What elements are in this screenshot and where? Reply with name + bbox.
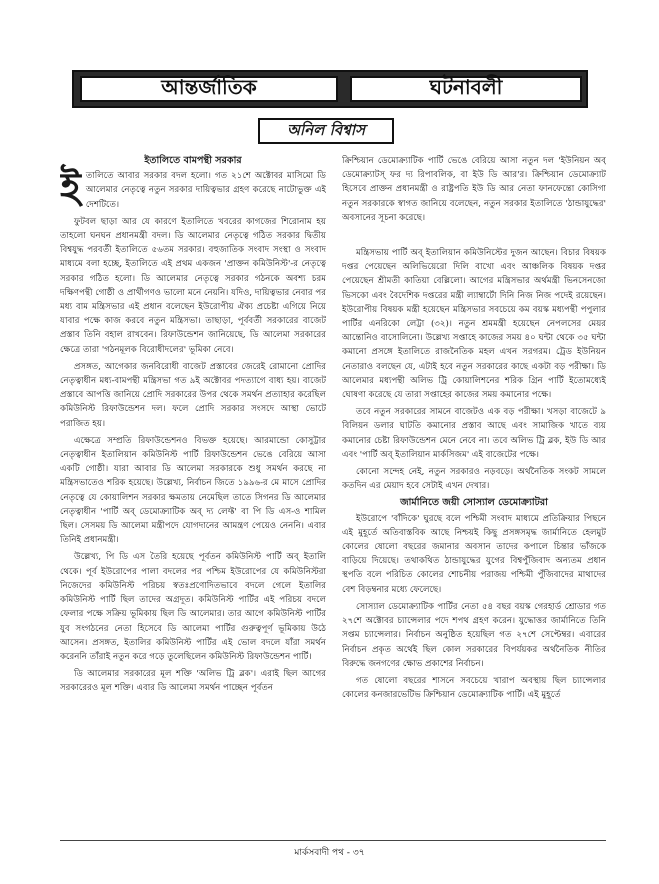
article-paragraph: ক্রিশ্চিয়ান ডেমোক্র্যাটিক পার্টি ভেঙে বেরিয়ে আসা নতুন দল 'ইউনিয়ন অব্ ডেমোক্র্যাটস্ ফর দ্য রিপাবলিক, বা ইউ ডি আর'র। ক্রিশ্চিয়ান ডেমোক্র্যাট হিসেবে প্রাক্তন প্রধানমন্ত্রী ও রাষ্ট্রপতি ইউ ডি আর নেতা ফানফেন্তো কোসিগা নতুন সরকারকে স্বাগত জানিয়ে বলেছেন, নতুন সরকার ইতালিতে 'ঠান্ডাযুদ্ধের' অবসানের সূচনা করেছে।	[342, 156, 606, 223]
author-byline: অনিল বিশ্বাস	[258, 118, 394, 144]
article-paragraph: কোনো সন্দেহ নেই, নতুন সরকারও নড়বড়ে। অর্থনৈতিক সংকট সামলে কতদিন এর মেয়াদ হবে সেটাই এখন দেখার।	[342, 467, 606, 492]
article-paragraph: ডি আলেমার সরকারের মূল শক্তি 'অলিভ ট্রি ব্লক'। এরাই ছিল আগের সরকারেরও মূল শক্তি। এবার ডি আলেমা সমর্থন পাচ্ছেন পূর্বতন	[60, 669, 326, 694]
banner-international-label: আন্তর্জাতিক	[80, 76, 338, 102]
article-paragraph: প্রসঙ্গত, আগেকার জনবিরোধী বাজেট প্রস্তাবের জেরেই রোমানো প্রোদির নেতৃত্বাধীন মধ্য-বামপন্থী মন্ত্রিসভা গত ৯ই অক্টোবর পদত্যাগে বাধ্য হয়। বাজেট প্রস্তাবে আপত্তি জানিয়ে প্রোদি সরকারের উপর থেকে সমর্থন প্রত্যাহার করেছিল কমিউনিস্ট রিফাউন্ডেশন দল। ফলে প্রোদি সরকার সংসদে আস্থা ভোটে পরাজিত হয়।	[60, 361, 326, 429]
paragraph-gap	[342, 228, 606, 246]
article-paragraph	[60, 165, 326, 212]
drop-cap: ই	[60, 165, 81, 212]
article-paragraph: মন্ত্রিসভায় পার্টি অব্ ইতালিয়ান কমিউনিস্টের দুজন আছেন। বিচার বিষয়ক দপ্তর পেয়েছেন অলিভিয়েরো দিলি বাখো এবং আঞ্চলিক বিষয়ক দপ্তর পেয়েছেন শ্রীমতী কাতিয়া বেল্লিলো। আগের মন্ত্রিসভার অর্থমন্ত্রী ভিনসেনজো ভিসকো এবং বৈদেশিক দপ্তরের মন্ত্রী ল্যাম্বার্টো দিনি নিজ নিজ পদেই রয়েছেন। ইউরোপীয় বিষয়ক মন্ত্রী হয়েছেন মন্ত্রিসভার সবচেয়ে কম বয়স্ক মধ্যপন্থী পপুলার পার্টির এনরিকো লেট্টা (৩২)। নতুন শ্রমমন্ত্রী হয়েছেন নেপলসের মেয়র আন্তোনিও বাসোলিনো। উল্লেখ্য সপ্তাহে কাজের সময় ৪০ ঘন্টা থেকে ৩৫ ঘন্টা কমানো প্রসঙ্গে ইতালিতে রাজনৈতিক মহল এখন সরগরম। ট্রেড ইউনিয়ন নেতারাও বলছেন যে, এটাই হবে নতুন সরকারের কাছে একটা বড় পরীক্ষা। ডি আলেমার মধ্যপন্থী অলিভ ট্রি কোয়ালিশনের শরিক গ্রিন পার্টি ইতোমধ্যেই ঘোষণা করেছে যে তারা সপ্তাহের কাজের সময় কমানোর পক্ষে।	[342, 248, 606, 401]
left-column	[60, 154, 326, 830]
section-banner	[72, 70, 588, 108]
page-footer: মার্কসবাদী পথ - ৩৭	[294, 848, 365, 858]
article-paragraph: এক্ষেত্রে সম্প্রতি রিফাউন্ডেশনও বিভক্ত হয়েছে। আরমান্ডো কোসুট্টার নেতৃত্বাধীন ইতালিয়ান কমিউনিস্ট পার্টি রিফাউন্ডেশন ভেঙে বেরিয়ে আসা একটি গোষ্ঠী। যারা আবার ডি আলেমা সরকারকে শুধু সমর্থন করছে না মন্ত্রিসভাতেও শরিক হয়েছে। উল্লেখ্য, নির্বাচন জিতে ১৯৯৬-র মে মাসে প্রোদির নেতৃত্বে যে কোয়ালিশন সরকার ক্ষমতায় নেমেছিল তাতে সিগনর ডি আলেমার নেতৃত্বাধীন 'পার্টি অব্ ডেমোক্র্যাটিক অব্ দ্য লেফ্ট' বা পি ডি এস-ও শামিল ছিল। সেসময় ডি আলেমা মন্ত্রীপদে যোগদানের আমন্ত্রণ পেয়েও নেননি। এবার তিনিই প্রধানমন্ত্রী।	[60, 435, 326, 546]
germany-section-heading: জার্মানিতে জয়ী সোস্যাল ডেমোক্র্যাটরা	[400, 497, 548, 509]
article-paragraph: উল্লেখ্য, পি ডি এস তৈরি হয়েছে পূর্বতন কমিউনিস্ট পার্টি অব্ ইতালি থেকে। পূর্ব ইউরোপের পালা বদলের পর পশ্চিম ইউরোপের যে কমিউনিস্টরা নিজেদের কমিউনিস্ট পরিচয় স্বতঃপ্রণোদিতভাবে বদলে গেলে ইতালির কমিউনিস্ট পার্টি ছিল তাদের অগ্রদূত। কমিউনিস্ট পার্টির এই পরিচয় বদলে ফেলার পক্ষে সক্রিয় ভূমিকায় ছিল ডি আলেমার। তার আগে কমিউনিস্ট পার্টির যুব সংগঠনের নেতা হিসেবে ডি আলেমা পার্টির গুরুত্বপূর্ণ ভূমিকায় উঠে আসেন। প্রসঙ্গত, ইতালির কমিউনিস্ট পার্টির এই ভোল বদলে যাঁরা সমর্থন করেননি তাঁরাই নতুন করে গড়ে তুলেছিলেন কমিউনিস্ট রিফাউন্ডেশন পার্টি।	[60, 552, 326, 662]
article-paragraph: তবে নতুন সরকারের সামনে বাজেটও এক বড় পরীক্ষা। খসড়া বাজেটে ৯ বিলিয়ন ডলার ঘাটতি কমানোর প্রস্তাব আছে এবং সামাজিক খাতে ব্যয় কমানোর চেষ্টা রিফাউন্ডেশন মেনে নেবে না। তবে অলিভ ট্রি ব্লক, ইউ ডি আর এবং 'পার্টি অব্ ইতালিয়ান মার্কসিজম' এই বাজেটের পক্ষে।	[342, 407, 606, 460]
paragraph-text: তালিতে আবার সরকার বদল হলো। গত ২১শে অক্টোবর মাসিমো ডি আলেমার নেতৃত্বে নতুন সরকার দায়িত্বভার গ্রহণ করেছে নাটোভুক্ত এই দেশটিতে।	[85, 171, 326, 210]
banner-events-label: ঘটনাবলী	[350, 76, 582, 102]
italy-section-heading: ইতালিতে বামপন্থী সরকার	[144, 155, 242, 166]
right-column	[342, 154, 606, 830]
article-paragraph: ইউরোপে 'বাঁদিকে' ঘুরছে বলে পশ্চিমী সংবাদ মাধ্যমে প্রতিক্রিয়ার পিছনে এই মুহূর্তে অতিবাস্তবিক আছে নিশ্চয়ই কিছু প্রসঙ্গসমৃদ্ধ জার্মানিতে হেলমুট কোলের ষোলো বছরের জমানার অবসান তাদের কপালে চিন্তার ভাঁজকে বাড়িয়ে দিয়েছে। তথাকথিত ঠান্ডাযুদ্ধের যুগের বিশ্বপুঁজিবাদ অন্যতম প্রধান স্থপতি বলে পরিচিত কোলের শোচনীয় পরাজয় পশ্চিমী পুঁজিবাদের মাথাদের বেশ বিড়ম্বনার মধ্যে ফেলেছে।	[342, 513, 606, 595]
article-paragraph: সোস্যাল ডেমোক্র্যাটিক পার্টির নেতা ৫৪ বছর বয়স্ক গেরহার্ড শ্রোডার গত ২৭শে অক্টোবর চ্যান্সেলার পদে শপথ গ্রহণ করেন। যুদ্ধোত্তর জার্মানিতে তিনি সপ্তম চ্যান্সেলার। নির্বাচন অনুষ্ঠিত হয়েছিল গত ২৭শে সেপ্টেম্বর। এবারের নির্বাচন প্রকৃত অর্থেই ছিল কোল সরকারের বিপর্যয়কর অর্থনৈতিক নীতির বিরুদ্ধে জনগণের ক্ষোভ প্রকাশের নির্বাচন।	[342, 601, 606, 669]
article-paragraph: ফুটবল ছাড়া আর যে কারণে ইতালিতে খবরের কাগজের শিরোনাম হয় তাহলো ঘনঘন প্রধানমন্ত্রী বদল। ডি আলেমার নেতৃত্বে গঠিত সরকার দ্বিতীয় বিশ্বযুদ্ধ পরবর্তী ইতালিতে ৫৬তম সরকার। বহুজাতিক সংবাদ সংস্থা ও সংবাদ মাধ্যমে বলা হচ্ছে, ইতালিতে এই প্রথম একজন 'প্রাক্তন কমিউনিস্ট'-র নেতৃত্বে সরকার গঠিত হলো। ডি আলেমার নেতৃত্বে সরকার গঠনকে অবশ্য চরম দক্ষিণপন্থী গোষ্ঠী ও প্রার্থীগণও ভালো মনে নেয়নি। যদিও, দায়িত্বভার নেবার পর মধ্য বাম মন্ত্রিসভার এই প্রধান বলেছেন ইউরোপীয় ঐক্য প্রচেষ্টা এগিয়ে নিয়ে যাবার পক্ষে কাজ করবে নতুন মন্ত্রিসভা। তাছাড়া, পূর্ববর্তী সরকারের বাজেট প্রস্তাব তিনি বহাল রাখবেন। রিফাউন্ডেশন জানিয়েছে, ডি আলেমা সরকারের ক্ষেত্রে তারা 'গঠনমূলক বিরোধীদলের' ভূমিকা নেবে।	[60, 216, 326, 355]
article-paragraph: গত ষোলো বছরের শাসনে সবচেয়ে খারাপ অবস্থায় ছিল চ্যান্সেলার কোলের কনজারভেটিভ ক্রিশ্চিয়ান ডেমোক্র্যাটিক পার্টি। এই মুহূর্তে	[342, 675, 606, 701]
footer-divider	[60, 840, 606, 841]
